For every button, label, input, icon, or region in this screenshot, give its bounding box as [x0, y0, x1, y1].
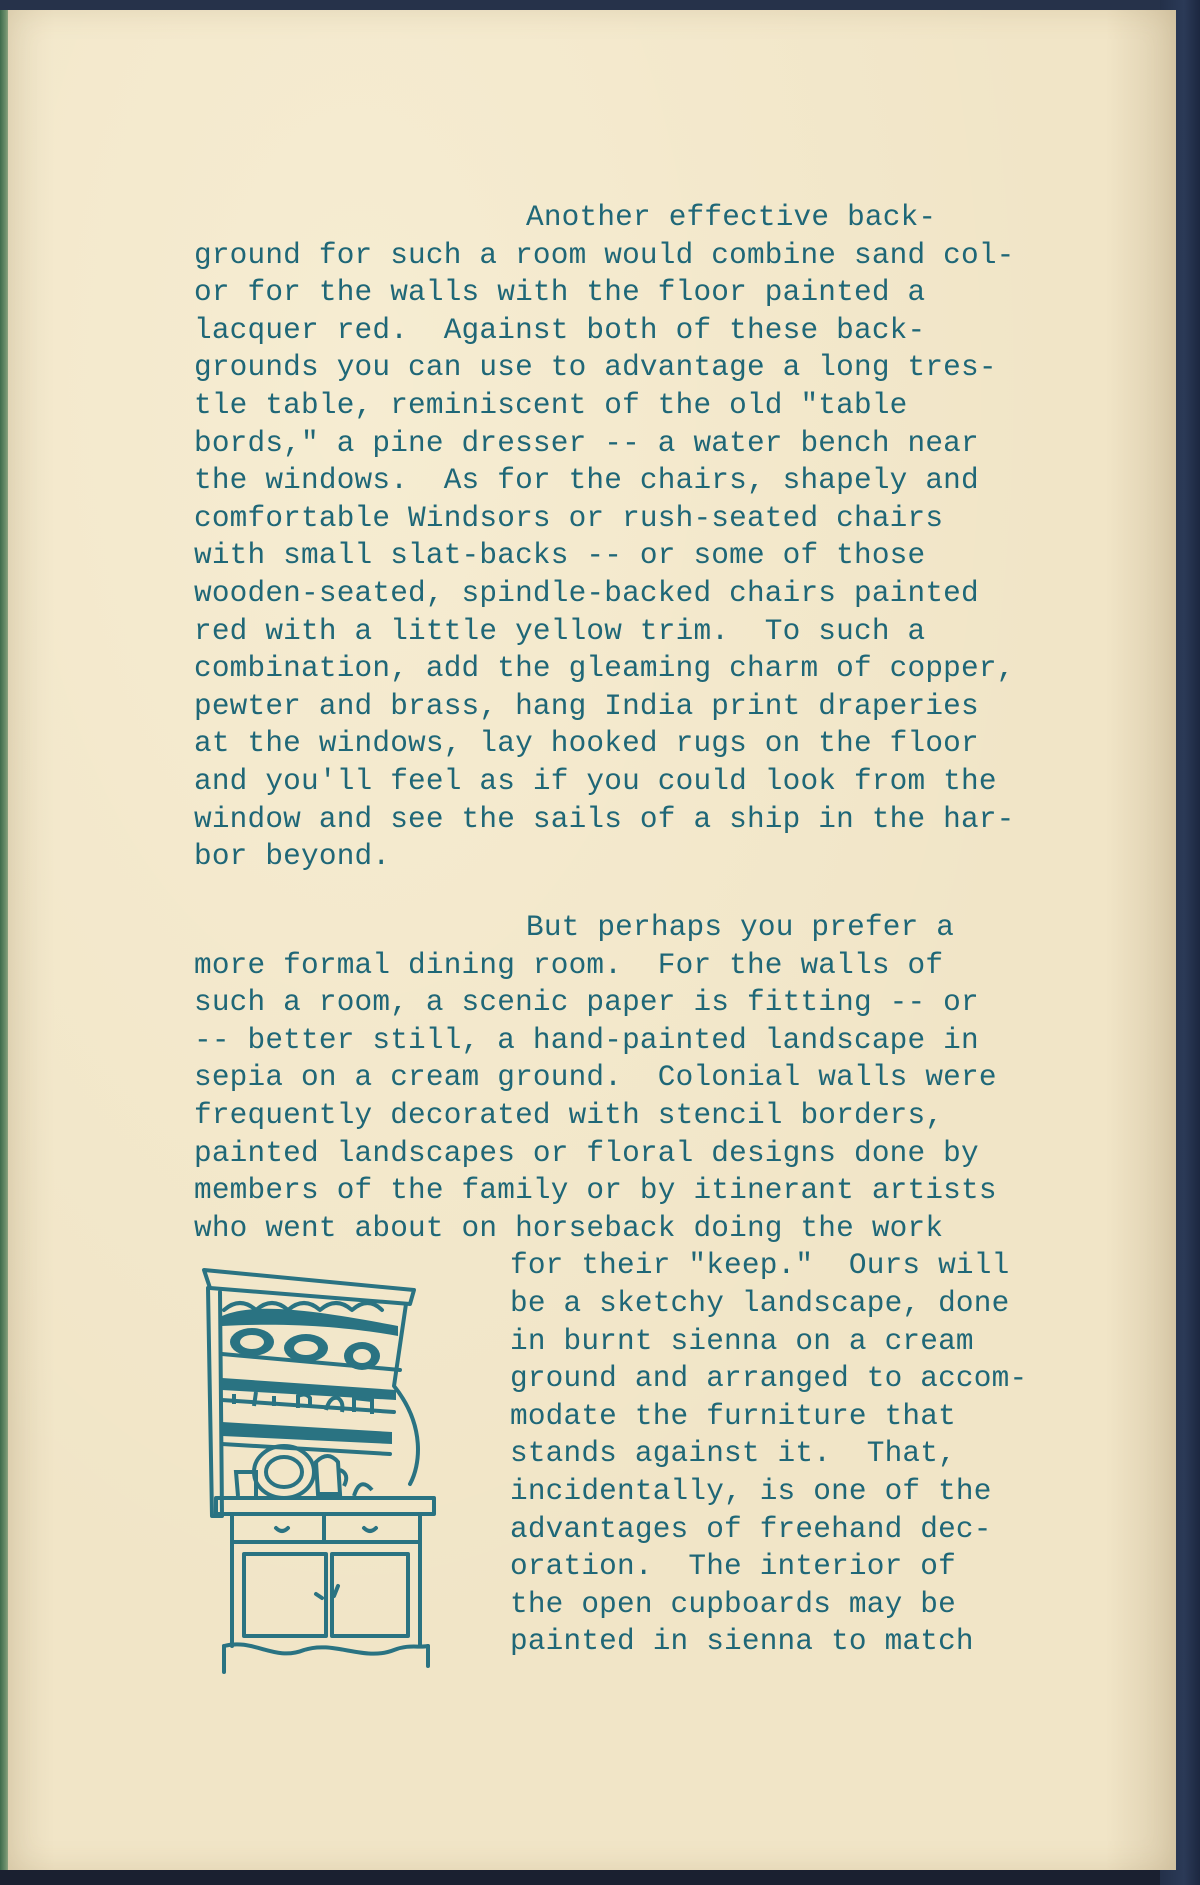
text-line: the windows. As for the chairs, shapely and [194, 464, 979, 498]
text-line: painted in sienna to match [510, 1625, 974, 1659]
text-line: more formal dining room. For the walls of [194, 948, 944, 982]
text-line: ground and arranged to accom- [510, 1362, 1028, 1396]
text-line: pewter and brass, hang India print draperies [194, 689, 979, 723]
text-line: -- better still, a hand-painted landscape in [194, 1023, 979, 1057]
text-line: combination, add the gleaming charm of copper, [194, 652, 1015, 686]
text-line: frequently decorated with stencil borders, [194, 1098, 944, 1132]
text-line: for their "keep." Ours will [510, 1249, 1010, 1283]
text-line: such a room, a scenic paper is fitting -- or [194, 986, 979, 1020]
text-line: red with a little yellow trim. To such a [194, 614, 926, 648]
dresser-illustration [194, 1266, 454, 1674]
text-line: window and see the sails of a ship in the har- [194, 802, 1015, 836]
dresser-drawing [194, 1266, 454, 1674]
text-line: bor beyond. [194, 840, 391, 874]
text-line: ground for such a room would combine sand col- [194, 238, 1015, 272]
text-line: sepia on a cream ground. Colonial walls were [194, 1061, 997, 1095]
text-line: modate the furniture that [510, 1399, 956, 1433]
text-line: comfortable Windsors or rush-seated chairs [194, 501, 944, 535]
text-line: bords," a pine dresser -- a water bench near [194, 426, 979, 460]
text-line: oration. The interior of [510, 1550, 956, 1584]
text-line: or for the walls with the floor painted a [194, 276, 926, 310]
text-line: painted landscapes or floral designs done by [194, 1136, 979, 1170]
text-line: be a sketchy landscape, done [510, 1286, 1010, 1320]
text-line: incidentally, is one of the [510, 1474, 992, 1508]
text-line: at the windows, lay hooked rugs on the floor [194, 727, 979, 761]
text-line: members of the family or by itinerant artists [194, 1174, 997, 1208]
text-line: wooden-seated, spindle-backed chairs painted [194, 576, 979, 610]
text-line: who went about on horseback doing the work [194, 1211, 944, 1245]
text-line: with small slat-backs -- or some of those [194, 539, 926, 573]
text-line: Another effective back- [526, 201, 937, 234]
text-line: in burnt sienna on a cream [510, 1324, 974, 1358]
text-line: the open cupboards may be [510, 1587, 956, 1621]
text-line: grounds you can use to advantage a long tres- [194, 351, 997, 385]
paragraph-1 [194, 199, 1074, 876]
text-line: and you'll feel as if you could look from the [194, 764, 997, 798]
text-line: advantages of freehand dec- [510, 1512, 992, 1546]
text-line: lacquer red. Against both of these back- [194, 313, 926, 347]
text-line: But perhaps you prefer a [526, 911, 955, 944]
text-line: tle table, reminiscent of the old "table [194, 388, 908, 422]
text-line: stands against it. That, [510, 1437, 956, 1471]
